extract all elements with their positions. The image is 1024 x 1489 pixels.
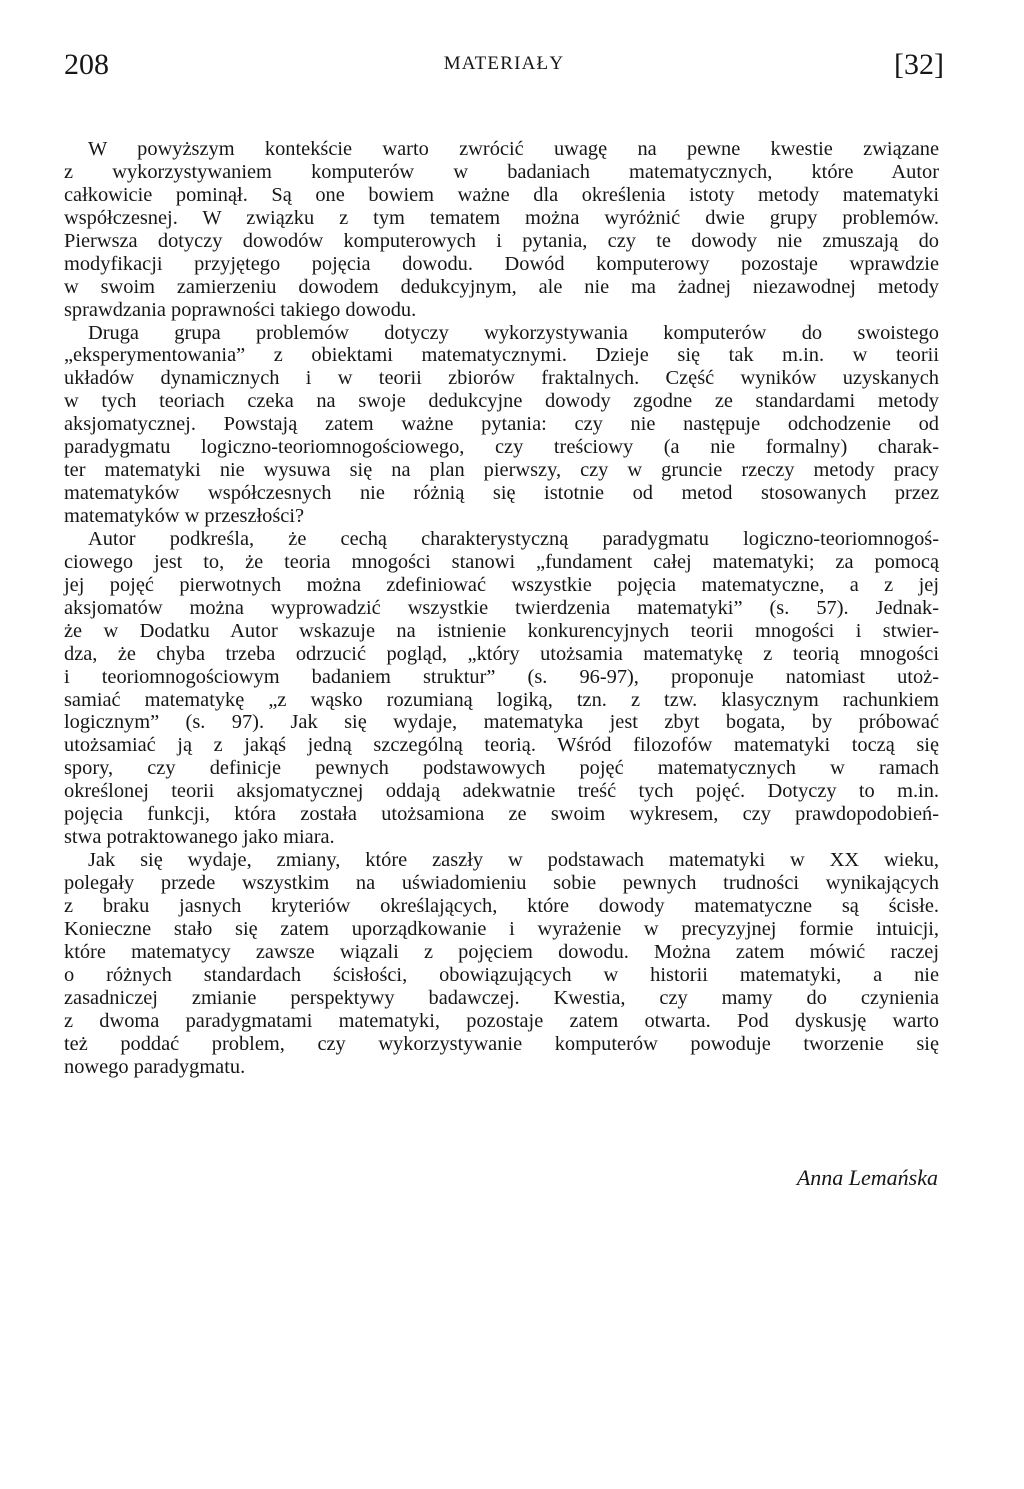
text-line: w swoim zamierzeniu dowodem dedukcyjnym, ale nie ma żadnej niezawodnej metody <box>64 275 939 298</box>
text-line: że w Dodatku Autor wskazuje na istnienie konkurencyjnych teorii mnogości i stwier- <box>64 619 939 642</box>
author-signature: Anna Lemańska <box>796 1165 938 1190</box>
text-line: współczesnej. W związku z tym tematem można wyróżnić dwie grupy problemów. <box>64 206 939 229</box>
text-line: które matematycy zawsze wiązali z pojęciem dowodu. Można zatem mówić raczej <box>64 940 939 963</box>
text-line: utożsamiać ją z jakąś jedną szczególną teorią. Wśród filozofów matematyki toczą się <box>64 734 939 757</box>
text-line: Jak się wydaje, zmiany, które zaszły w podstawach matematyki w XX wieku, <box>88 849 939 872</box>
text-line: W powyższym kontekście warto zwrócić uwagę na pewne kwestie związane <box>88 138 939 160</box>
text-line: Druga grupa problemów dotyczy wykorzystywania komputerów do swoistego <box>88 321 939 344</box>
paragraph <box>64 528 939 849</box>
paragraph <box>64 849 939 1078</box>
text-line: nowego paradygmatu. <box>64 1055 246 1078</box>
text-line: polegały przede wszystkim na uświadomieniu sobie pewnych trudności wynikających <box>64 872 939 894</box>
text-line: stwa potraktowanego jako miara. <box>64 826 335 849</box>
text-line: i teoriomnogościowym badaniem struktur” (s. 96-97), proponuje natomiast utoż- <box>64 665 939 688</box>
paragraph <box>64 322 939 528</box>
text-line: ter matematyki nie wysuwa się na plan pierwszy, czy w gruncie rzeczy metody pracy <box>64 459 939 482</box>
running-title: MATERIAŁY <box>443 53 565 74</box>
text-line: sprawdzania poprawności takiego dowodu. <box>64 298 417 321</box>
text-line: aksjomatów można wyprowadzić wszystkie twierdzenia matematyki” (s. 57). Jednak- <box>64 596 939 619</box>
text-line: układów dynamicznych i w teorii zbiorów fraktalnych. Część wyników uzyskanych <box>64 367 939 390</box>
text-line: modyfikacji przyjętego pojęcia dowodu. Dowód komputerowy pozostaje wprawdzie <box>64 252 939 275</box>
page-number: 208 <box>64 48 109 81</box>
text-line: dza, że chyba trzeba odrzucić pogląd, „który utożsamia matematykę z teorią mnogości <box>64 642 939 665</box>
text-line: paradygmatu logiczno-teoriomnogościowego, czy treściowy (a nie formalny) charak- <box>64 436 939 459</box>
text-line: z braku jasnych kryteriów określających, które dowody matematyczne są ścisłe. <box>64 894 939 917</box>
text-line: Konieczne stało się zatem uporządkowanie i wyrażenie w precyzyjnej formie intuicji, <box>64 917 939 940</box>
text-line: logicznym” (s. 97). Jak się wydaje, matematyka jest zbyt bogata, by próbować <box>64 711 939 734</box>
text-line: „eksperymentowania” z obiektami matematycznymi. Dzieje się tak m.in. w teorii <box>64 344 939 367</box>
text-line: określonej teorii aksjomatycznej oddają adekwatnie treść tych pojęć. Dotyczy to m.in. <box>64 780 939 803</box>
text-line: matematyków w przeszłości? <box>64 505 305 527</box>
paragraph <box>64 138 939 322</box>
text-line: spory, czy definicje pewnych podstawowych pojęć matematycznych w ramach <box>64 757 939 780</box>
text-line: z wykorzystywaniem komputerów w badaniach matematycznych, które Autor <box>64 160 939 183</box>
text-line: całkowicie pominął. Są one bowiem ważne dla określenia istoty metody matematyki <box>64 183 939 206</box>
page-header <box>64 46 944 86</box>
text-line: też poddać problem, czy wykorzystywanie komputerów powoduje tworzenie się <box>64 1032 939 1055</box>
text-line: pojęcia funkcji, która została utożsamiona ze swoim wykresem, czy prawdopodobień- <box>64 803 939 826</box>
text-line: jej pojęć pierwotnych można zdefiniować wszystkie pojęcia matematyczne, a z jej <box>64 573 939 596</box>
text-line: zasadniczej zmianie perspektywy badawczej. Kwestia, czy mamy do czynienia <box>64 986 939 1009</box>
text-line: matematyków współczesnych nie różnią się istotnie od metod stosowanych przez <box>64 482 939 505</box>
text-line: ciowego jest to, że teoria mnogości stanowi „fundament całej matematyki; za pomocą <box>64 550 939 573</box>
text-line: Autor podkreśla, że cechą charakterystyczną paradygmatu logiczno-teoriomnogoś- <box>88 527 939 550</box>
text-line: w tych teoriach czeka na swoje dedukcyjne dowody zgodne ze standardami metody <box>64 390 939 413</box>
text-line: o różnych standardach ścisłości, obowiązujących w historii matematyki, a nie <box>64 963 939 986</box>
article-body <box>64 138 939 1078</box>
text-line: z dwoma paradygmatami matematyki, pozostaje zatem otwarta. Pod dyskusję warto <box>64 1009 939 1032</box>
text-line: aksjomatycznej. Powstają zatem ważne pytania: czy nie następuje odchodzenie od <box>64 413 939 436</box>
text-line: samiać matematykę „z wąsko rozumianą logiką, tzn. z tzw. klasycznym rachunkiem <box>64 688 939 711</box>
text-line: Pierwsza dotyczy dowodów komputerowych i pytania, czy te dowody nie zmuszają do <box>64 229 939 252</box>
section-number: [32] <box>894 48 944 81</box>
